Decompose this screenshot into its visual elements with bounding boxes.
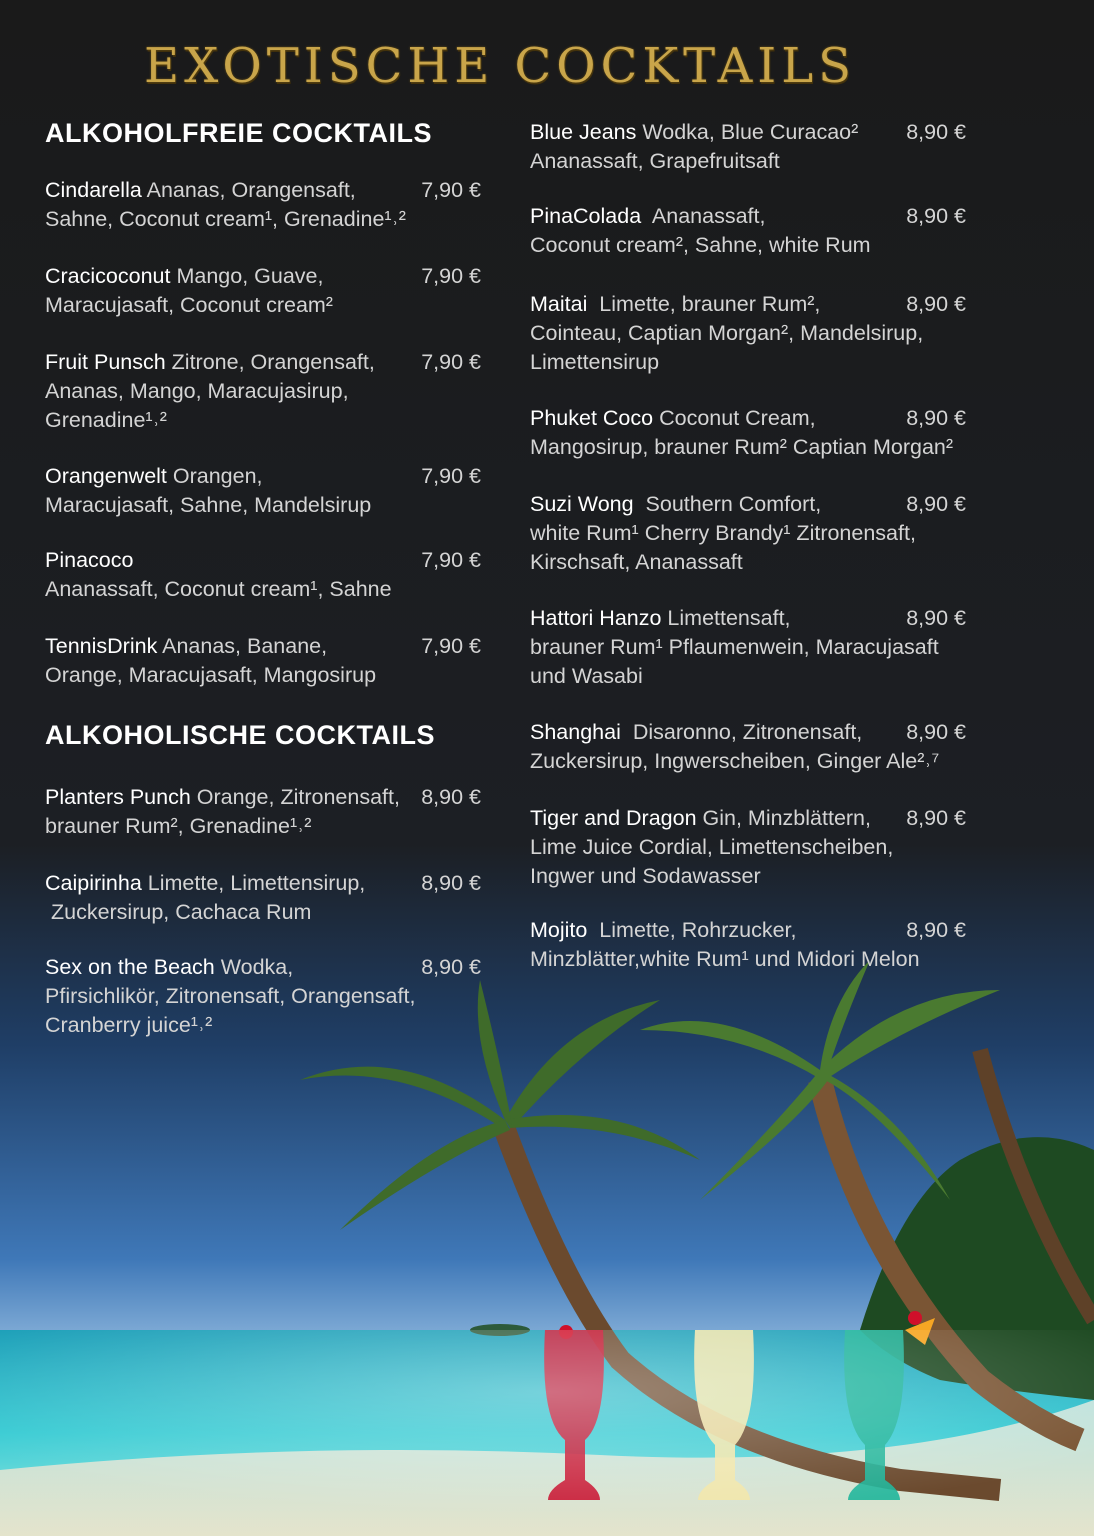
- item-price: 7,90 €: [421, 350, 481, 374]
- item-price: 8,90 €: [906, 120, 966, 144]
- item-desc: Ananassaft,: [641, 204, 766, 228]
- menu-item-hattori-hanzo: [530, 604, 966, 691]
- menu-item-cracicoconut: [45, 262, 481, 320]
- section-title-alkoholfreie: ALKOHOLFREIE COCKTAILS: [45, 118, 432, 148]
- item-name: Sex on the Beach: [45, 955, 215, 979]
- item-desc: Coconut Cream,: [653, 406, 816, 430]
- item-name: Phuket Coco: [530, 406, 654, 430]
- item-price: 8,90 €: [421, 955, 481, 979]
- item-desc: Mango, Guave,: [170, 264, 324, 288]
- menu-item-pinacoco: [45, 546, 481, 604]
- menu-item-planters-punch: [45, 783, 481, 841]
- menu-item-suzi-wong: [530, 490, 966, 577]
- section-title-alkoholische: ALKOHOLISCHE COCKTAILS: [45, 720, 435, 750]
- item-name: Hattori Hanzo: [530, 606, 662, 630]
- menu-item-orangenwelt: [45, 462, 481, 520]
- item-price: 7,90 €: [421, 464, 481, 488]
- item-name: TennisDrink: [45, 634, 158, 658]
- item-desc: Cranberry juice¹˒²: [45, 1013, 213, 1037]
- item-name: Fruit Punsch: [45, 350, 166, 374]
- item-desc: Wodka,: [214, 955, 294, 979]
- item-price: 8,90 €: [906, 492, 966, 516]
- item-desc: Disaronno, Zitronensaft,: [620, 720, 863, 744]
- item-desc: Limette, brauner Rum²,: [587, 292, 821, 316]
- item-price: 8,90 €: [906, 918, 966, 942]
- item-name: Suzi Wong: [530, 492, 634, 516]
- item-desc: Limettensaft,: [661, 606, 791, 630]
- item-desc: Zuckersirup, Cachaca Rum: [45, 900, 312, 924]
- item-desc: Limette, Rohrzucker,: [587, 918, 797, 942]
- item-desc: white Rum¹ Cherry Brandy¹ Zitronensaft,: [530, 521, 916, 545]
- menu-item-pinacolada: [530, 202, 966, 260]
- item-desc: Pfirsichlikör, Zitronensaft, Orangensaft,: [45, 984, 416, 1008]
- item-desc: Minzblätter,white Rum¹ und Midori Melon: [530, 947, 920, 971]
- item-desc: Orange, Zitronensaft,: [190, 785, 400, 809]
- item-price: 8,90 €: [906, 204, 966, 228]
- menu-item-tennisdrink: [45, 632, 481, 690]
- menu-item-mojito: [530, 916, 966, 974]
- menu-item-caipirinha: [45, 869, 481, 927]
- item-desc: Ingwer und Sodawasser: [530, 864, 761, 888]
- item-price: 8,90 €: [421, 871, 481, 895]
- item-desc: Mangosirup, brauner Rum² Captian Morgan²: [530, 435, 954, 459]
- menu-item-maitai: [530, 290, 966, 377]
- item-desc: Kirschsaft, Ananassaft: [530, 550, 743, 574]
- item-price: 8,90 €: [906, 806, 966, 830]
- item-name: Mojito: [530, 918, 588, 942]
- item-price: 7,90 €: [421, 264, 481, 288]
- item-name: Cindarella: [45, 178, 142, 202]
- item-price: 7,90 €: [421, 634, 481, 658]
- item-name: Tiger and Dragon: [530, 806, 697, 830]
- item-price: 8,90 €: [906, 720, 966, 744]
- item-desc: Orangen,: [166, 464, 263, 488]
- item-name: Caipirinha: [45, 871, 142, 895]
- item-price: 7,90 €: [421, 548, 481, 572]
- page-title: EXOTISCHE COCKTAILS: [144, 38, 856, 94]
- menu-item-cindarella: [45, 176, 481, 234]
- item-desc: Lime Juice Cordial, Limettenscheiben,: [530, 835, 894, 859]
- item-name: Pinacoco: [45, 548, 134, 572]
- item-desc: und Wasabi: [530, 664, 643, 688]
- item-price: 8,90 €: [906, 406, 966, 430]
- menu-item-phuket-coco: [530, 404, 966, 462]
- item-desc: Maracujasaft, Sahne, Mandelsirup: [45, 493, 372, 517]
- menu-item-fruit-punsch: [45, 348, 481, 435]
- item-desc: Grenadine¹˒²: [45, 408, 167, 432]
- item-desc: Sahne, Coconut cream¹, Grenadine¹˒²: [45, 207, 406, 231]
- item-desc: Orange, Maracujasaft, Mangosirup: [45, 663, 377, 687]
- item-desc: Maracujasaft, Coconut cream²: [45, 293, 333, 317]
- item-desc: Limette, Limettensirup,: [141, 871, 366, 895]
- item-name: Planters Punch: [45, 785, 191, 809]
- item-desc: Ananassaft, Coconut cream¹, Sahne: [45, 577, 392, 601]
- item-desc: Ananas, Mango, Maracujasirup,: [45, 379, 349, 403]
- item-name: Shanghai: [530, 720, 621, 744]
- item-name: Blue Jeans: [530, 120, 637, 144]
- item-name: PinaColada: [530, 204, 642, 228]
- item-price: 7,90 €: [421, 178, 481, 202]
- item-desc: Limettensirup: [530, 350, 660, 374]
- item-desc: brauner Rum¹ Pflaumenwein, Maracujasaft: [530, 635, 939, 659]
- menu-item-blue-jeans: [530, 118, 966, 176]
- item-name: Cracicoconut: [45, 264, 171, 288]
- menu-item-sex-on-the-beach: [45, 953, 481, 1040]
- item-price: 8,90 €: [906, 606, 966, 630]
- item-desc: Zuckersirup, Ingwerscheiben, Ginger Ale²˒⁷: [530, 749, 940, 773]
- menu-item-shanghai: [530, 718, 966, 776]
- item-desc: Southern Comfort,: [633, 492, 822, 516]
- item-price: 8,90 €: [421, 785, 481, 809]
- item-name: Orangenwelt: [45, 464, 167, 488]
- menu-item-tiger-and-dragon: [530, 804, 966, 891]
- item-desc: Ananas, Orangensaft,: [141, 178, 356, 202]
- item-desc: Zitrone, Orangensaft,: [165, 350, 375, 374]
- item-desc: Ananassaft, Grapefruitsaft: [530, 149, 780, 173]
- item-desc: Wodka, Blue Curacao²: [636, 120, 859, 144]
- item-desc: Coconut cream², Sahne, white Rum: [530, 233, 871, 257]
- item-desc: brauner Rum², Grenadine¹˒²: [45, 814, 312, 838]
- item-desc: Cointeau, Captian Morgan², Mandelsirup,: [530, 321, 924, 345]
- item-price: 8,90 €: [906, 292, 966, 316]
- item-name: Maitai: [530, 292, 588, 316]
- item-desc: Gin, Minzblättern,: [696, 806, 871, 830]
- item-desc: Ananas, Banane,: [157, 634, 328, 658]
